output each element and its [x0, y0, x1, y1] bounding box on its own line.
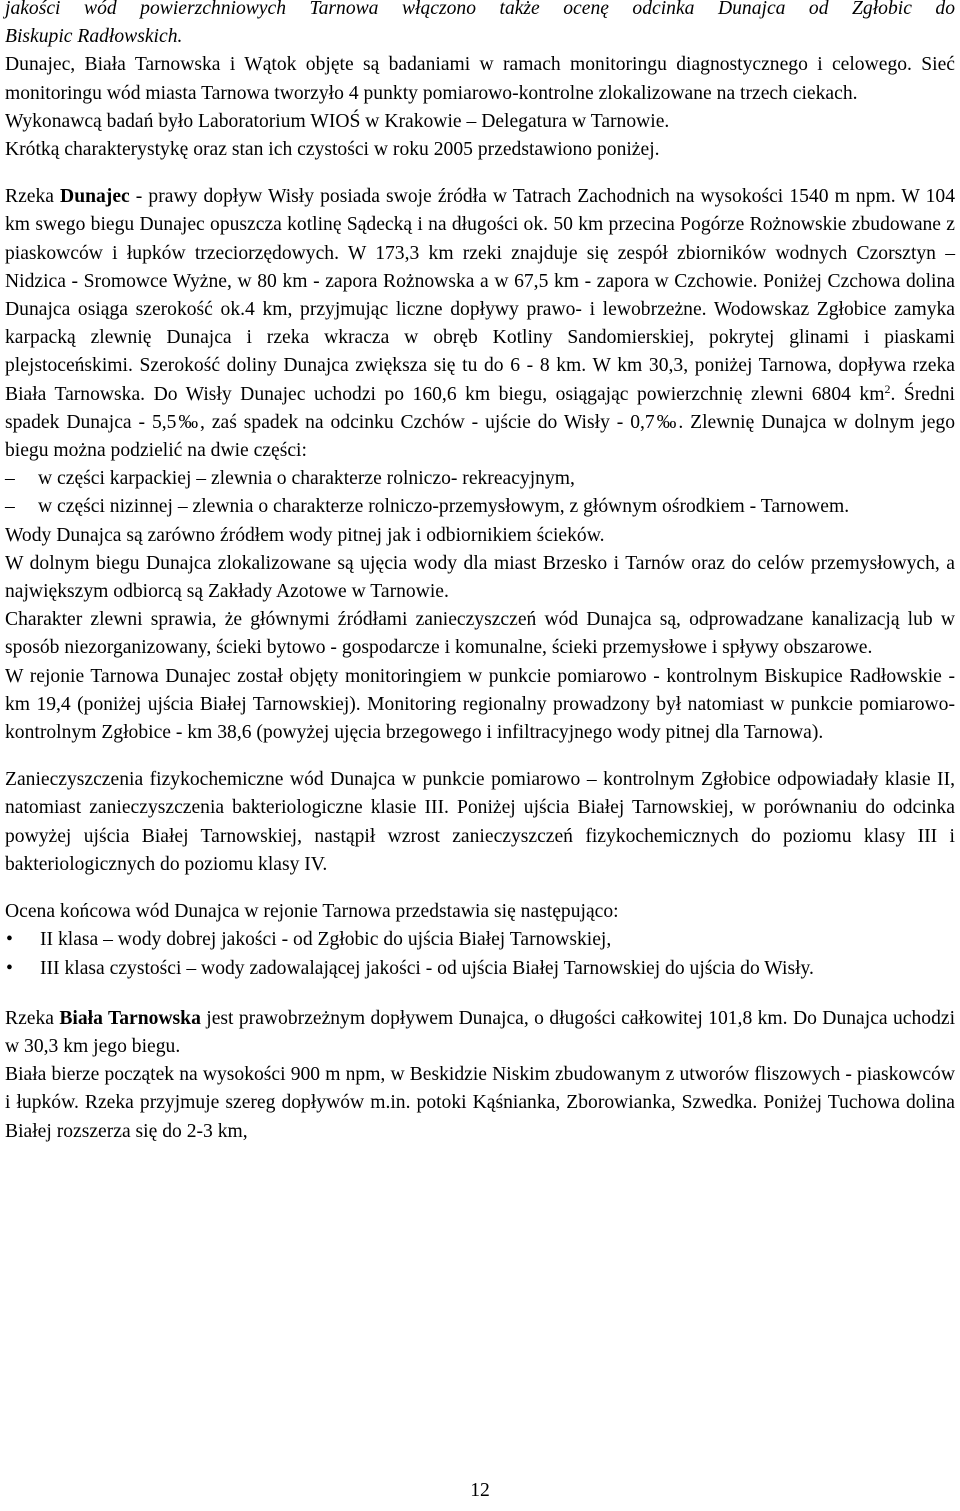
paragraph-final-assessment: Ocena końcowa wód Dunajca w rejonie Tarnowa przedstawia się następująco:: [5, 901, 619, 923]
dash-item-text: w części karpackiej – zlewnia o charakterze rolniczo- rekreacyjnym,: [38, 468, 575, 490]
paragraph-summary: Krótką charakterystykę oraz stan ich czystości w roku 2005 przedstawiono poniżej.: [5, 139, 660, 161]
paragraph-biala: [5, 1005, 955, 1061]
dunajec-text-2: . Średni spadek Dunajca - 5,5‰, zaś spadek na odcinku Czchów - ujście do Wisły - 0,7‰. Zlewnię Dunajca w dolnym jego biegu można podzielić na dwie części:: [5, 383, 956, 462]
dash-item-text: w części nizinnej – zlewnia o charakterze rolniczo-przemysłowym, z głównym ośrodkiem - Tarnowem.: [38, 496, 850, 518]
dash-list-item: [5, 493, 955, 521]
biala-text: jest prawobrzeżnym dopływem Dunajca, o długości całkowitej 101,8 km. Do Dunajca uchodzi w 30,3 km jego biegu.: [5, 1007, 956, 1057]
paragraph-monitoring: Dunajec, Biała Tarnowska i Wątok objęte są badaniami w ramach monitoringu diagnostycznego i celowego. Sieć monitoringu wód miasta Tarnowa tworzyło 4 punkty pomiarowo-kontrolne zlokalizowane na trzech ciekach.: [5, 54, 955, 104]
paragraph-water-sources: Wody Dunajca są zarówno źródłem wody pitnej jak i odbiornikiem ścieków.: [5, 524, 605, 546]
dash-mark: –: [5, 496, 15, 518]
paragraph-intakes: W dolnym biegu Dunajca zlokalizowane są ujęcia wody dla miast Brzesko i Tarnów oraz do celów przemysłowych, a największym odbiorcą są Zakłady Azotowe w Tarnowie.: [5, 552, 955, 603]
biala-pre: Rzeka: [5, 1007, 60, 1029]
paragraph-contractor: Wykonawcą badań było Laboratorium WIOŚ w Krakowie – Delegatura w Tarnowie.: [5, 110, 670, 132]
bullet-mark: •: [6, 957, 13, 979]
dash-list-item: [5, 465, 955, 493]
page-number: 12: [470, 1480, 490, 1501]
dunajec-pre: Rzeka: [5, 186, 61, 208]
intro-line-1: jakości wód powierzchniowych Tarnowa włączono także ocenę odcinka Dunajca od Zgłobic do: [5, 0, 955, 19]
paragraph-biala-source: Biała bierze początek na wysokości 900 m npm, w Beskidzie Niskim zbudowanym z utworów fliszowych - piaskowców i łupków. Rzeka przyjmuje szereg dopływów m.in. potoki Kąśnianka, Zborowianka, Szwedka. Poniżej Tuchowa dolina Białej rozszerza się do 2-3 km,: [5, 1064, 955, 1142]
paragraph-pollution-sources: Charakter zlewni sprawia, że głównymi źródłami zanieczyszczeń wód Dunajca są, odprowadzane kanalizacją lub w sposób niezorganizowany, ścieki bytowo - gospodarcze i komunalne, ścieki przemysłowe i spływy obszarowe.: [5, 609, 955, 659]
intro-line-2: Biskupic Radłowskich.: [5, 26, 183, 48]
bullet-mark: •: [6, 929, 13, 951]
bullet-list-item: [5, 955, 955, 983]
dash-mark: –: [5, 468, 15, 490]
dunajec-text-1: - prawy dopływ Wisły posiada swoje źródła w Tatrach Zachodnich na wysokości 1540 m npm. W 104 km swego biegu Dunajec opuszcza kotlinę Sądecką i na długości ok. 50 km przecina Pogórze Rożnowskie zbudowane z piaskowców i łupków trzeciorzędowych. W 173,3 km rzeki znajduje się zespół zbiorników wodnych Czorsztyn – Nidzica - Sromowce Wyżne, w 80 km - zapora Rożnowska a w 67,5 km - zapora w Czchowie. Poniżej Czchowa dolina Dunajca osiąga szerokość ok.4 km, przyjmując liczne dopływy prawo- i lewobrzeżne. Wodowskaz Zgłobice zamyka karpacką zlewnię Dunajca i rzeka wkracza w obręb Kotliny Sandomierskiej, pokrytej glinami i piaskami plejstoceńskimi. Szerokość doliny Dunajca zwiększa się tu do 6 - 8 km. W km 30,3, poniżej Tarnowa, dopływa rzeka Biała Tarnowska. Do Wisły Dunajec uchodzi po 160,6 km biegu, osiągając powierzchnię zlewni 6804 km: [5, 186, 955, 405]
bullet-list-item: [5, 926, 955, 954]
bullet-item-text: II klasa – wody dobrej jakości - od Zgłobic do ujścia Białej Tarnowskiej,: [40, 929, 612, 951]
document-page: [5, 0, 955, 1146]
paragraph-pollution-classes: Zanieczyszczenia fizykochemiczne wód Dunajca w punkcie pomiarowo – kontrolnym Zgłobice odpowiadały klasie II, natomiast zanieczyszczenia bakteriologiczne klasie III. Poniżej ujścia Białej Tarnowskiej, w porównaniu do odcinka powyżej ujścia Białej Tarnowskiej, nastąpił wzrost zanieczyszczeń fizykochemicznych do poziomu klasy III i bakteriologicznych do poziomu klasy IV.: [5, 769, 955, 875]
paragraph-dunajec: [5, 183, 955, 465]
superscript: 2: [884, 381, 891, 396]
paragraph-monitoring-points: W rejonie Tarnowa Dunajec został objęty monitoringiem w punkcie pomiarowo - kontrolnym Biskupice Radłowskie - km 19,4 (poniżej ujścia Białej Tarnowskiej). Monitoring regionalny prowadzony był natomiast w punkcie pomiarowo-kontrolnym Zgłobice - km 38,6 (powyżej ujęcia brzegowego i infiltracyjnego wody pitnej dla Tarnowa).: [5, 665, 955, 744]
river-name-biala: Biała Tarnowska: [59, 1007, 201, 1029]
river-name-dunajec: Dunajec: [60, 186, 130, 208]
bullet-item-text: III klasa czystości – wody zadowalającej jakości - od ujścia Białej Tarnowskiej do ujścia do Wisły.: [40, 957, 814, 979]
